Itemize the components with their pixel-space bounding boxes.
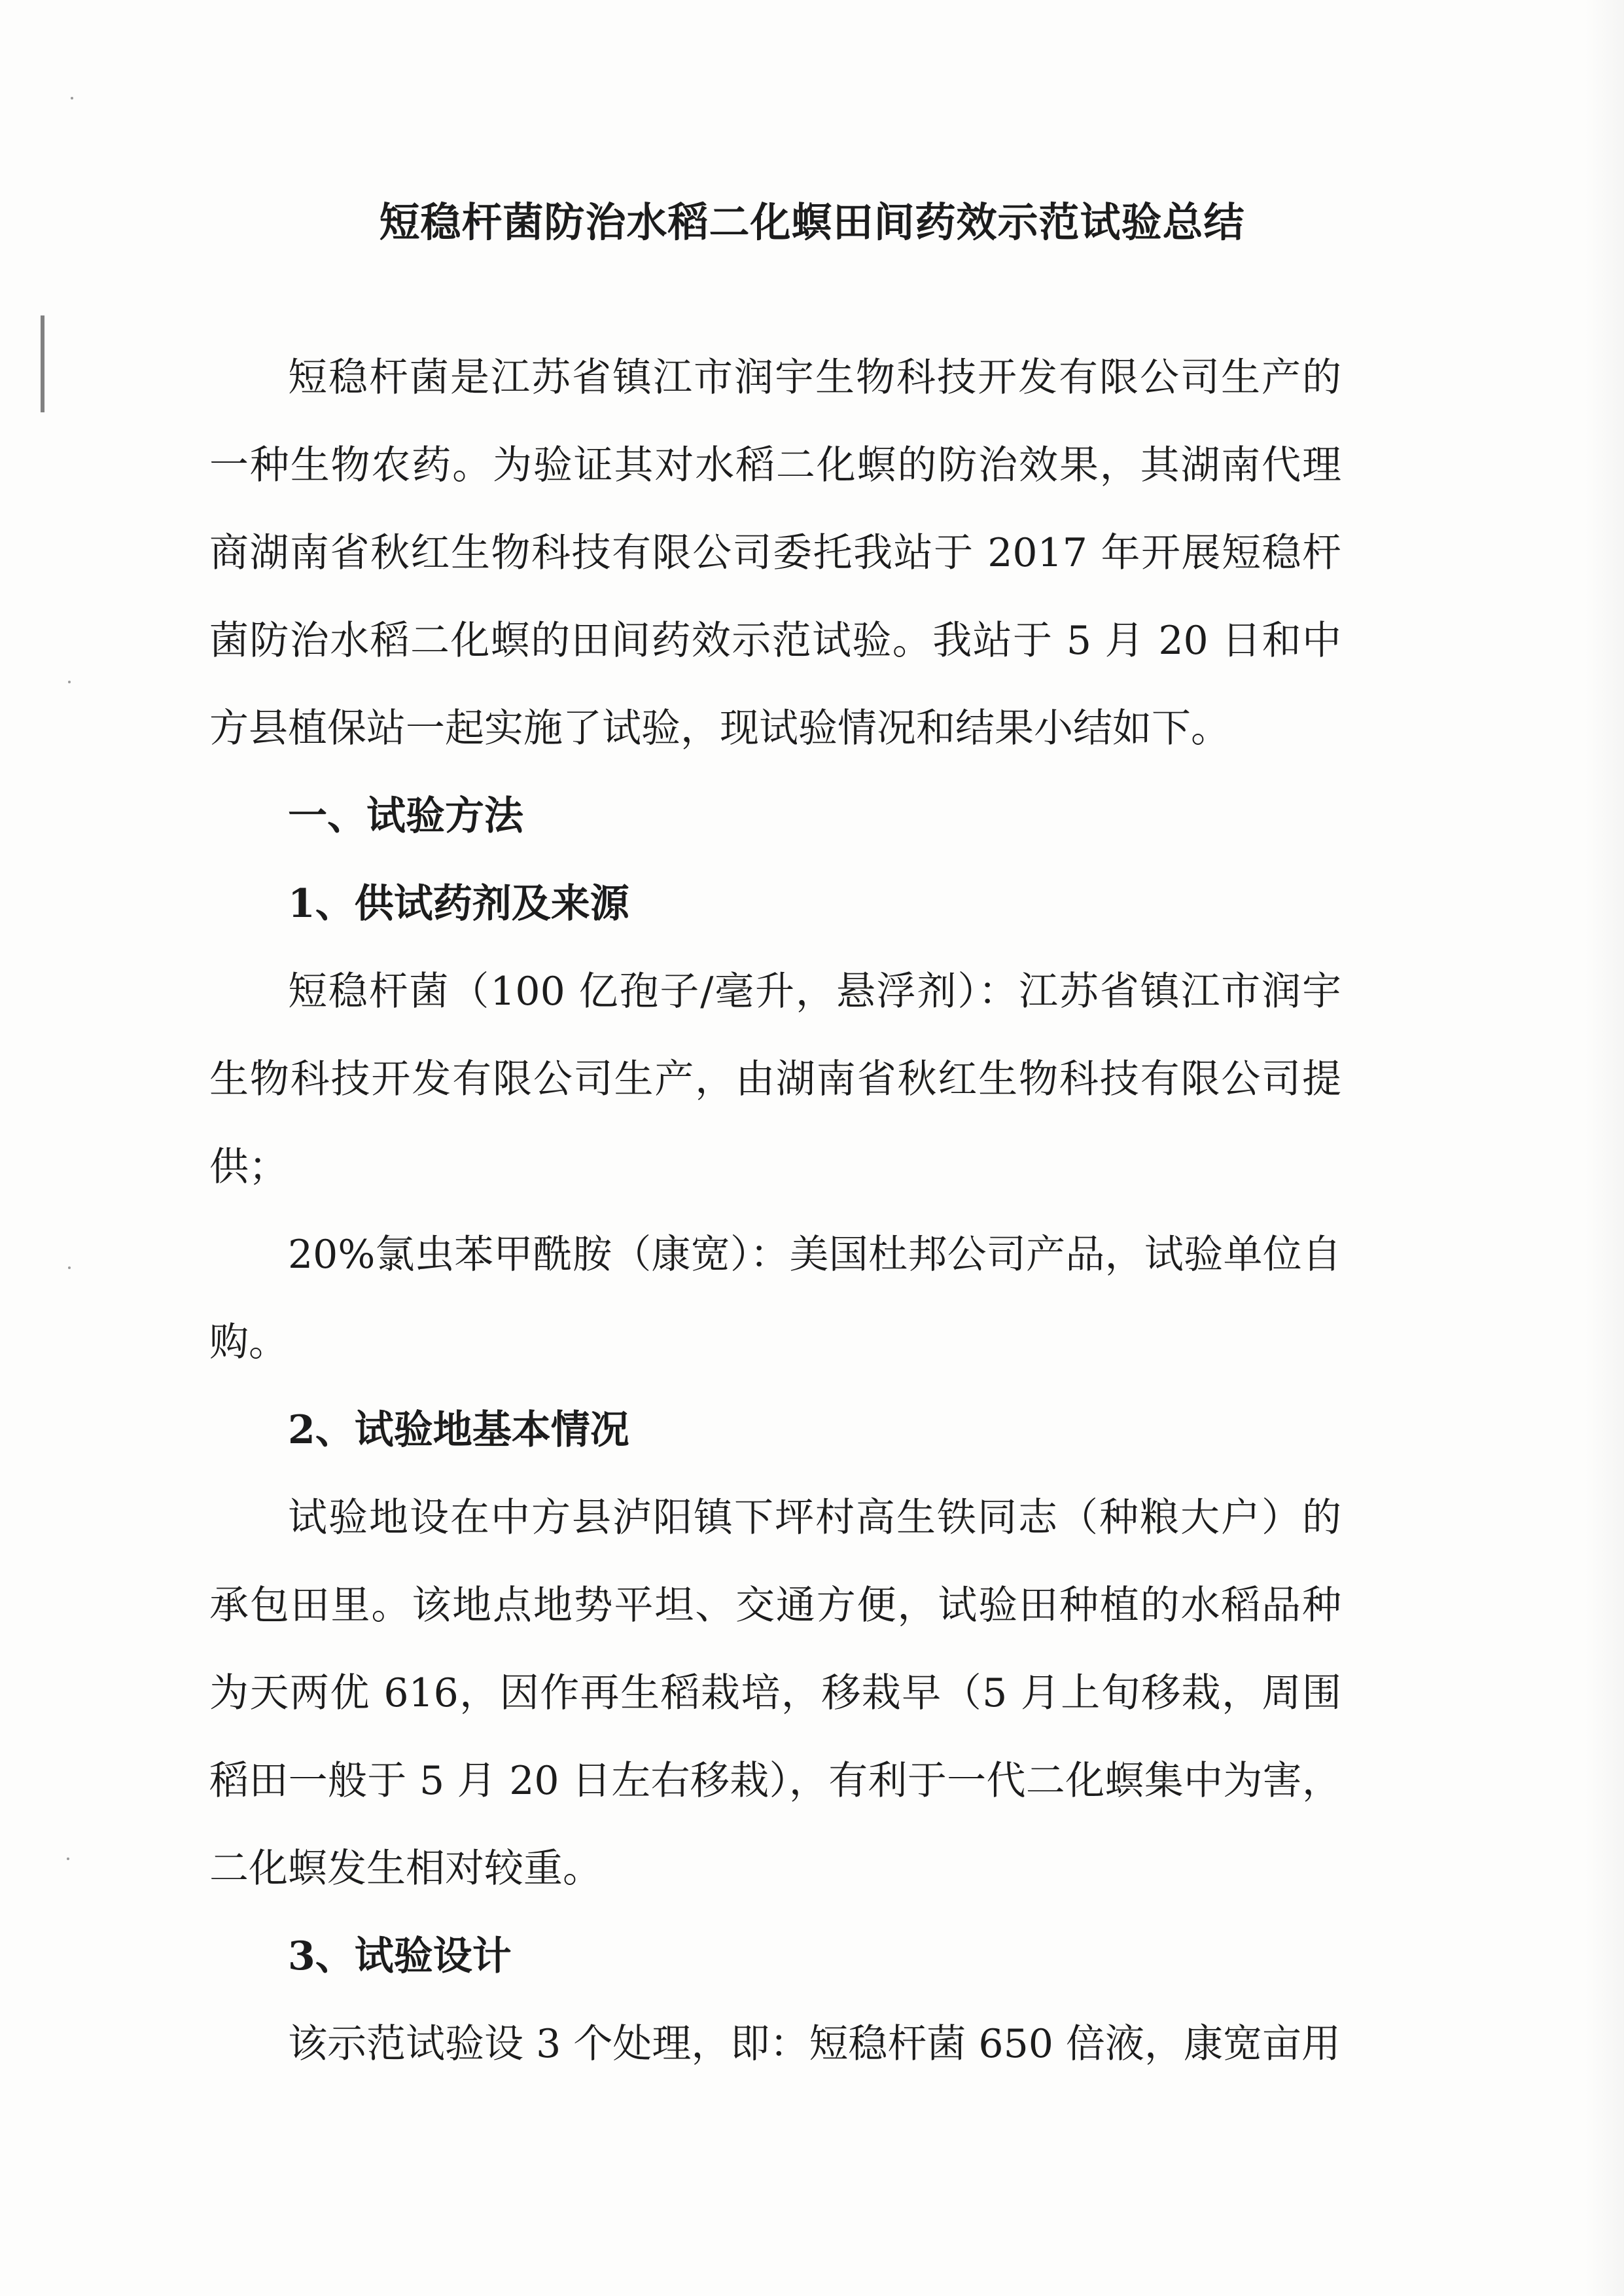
scan-edge-shadow (1585, 0, 1624, 2296)
scan-artifact-dot (68, 681, 71, 683)
paragraph-agent-2: 20%氯虫苯甲酰胺（康宽）：美国杜邦公司产品，试验单位自购。 (209, 1232, 1341, 1365)
paragraph-design: 该示范试验设 3 个处理，即：短稳杆菌 650 倍液，康宽亩用 (288, 2021, 1341, 2067)
paragraph-agent-1: 短稳杆菌（100 亿孢子/毫升，悬浮剂）：江苏省镇江市润宇生物科技开发有限公司生产，由湖南省秋红生物科技有限公司提供； (209, 969, 1341, 1190)
scan-artifact-dot (68, 1266, 71, 1269)
scan-artifact-dot (67, 1857, 69, 1860)
paragraph-site: 试验地设在中方县泸阳镇下坪村高生铁同志（种粮大户）的承包田里。该地点地势平坦、交通方便，试验田种植的水稻品种为天两优 616，因作再生稻栽培，移栽早（5 月上旬移栽，周围稻田一般于 5 月 20 日左右移栽），有利于一代二化螟集中为害，二化螟发生相对较重。 (209, 1495, 1341, 1892)
paragraph-intro: 短稳杆菌是江苏省镇江市润宇生物科技开发有限公司生产的一种生物农药。为验证其对水稻二化螟的防治效果，其湖南代理商湖南省秋红生物科技有限公司委托我站于 2017 年开展短稳杆菌防治水稻二化螟的田间药效示范试验。我站于 5 月 20 日和中方县植保站一起实施了试验，现试验情况和结果小结如下。 (209, 355, 1341, 751)
subsection-heading-design: 3、试验设计 (288, 1933, 512, 1979)
scan-artifact-dot (71, 97, 73, 99)
document-body (209, 334, 1341, 2088)
subsection-heading-agents: 1、供试药剂及来源 (288, 881, 629, 927)
page-title: 短稳杆菌防治水稻二化螟田间药效示范试验总结 (379, 198, 1245, 246)
section-heading-methods: 一、试验方法 (288, 793, 523, 839)
subsection-heading-site: 2、试验地基本情况 (288, 1407, 629, 1453)
scan-artifact-bar (41, 315, 44, 412)
